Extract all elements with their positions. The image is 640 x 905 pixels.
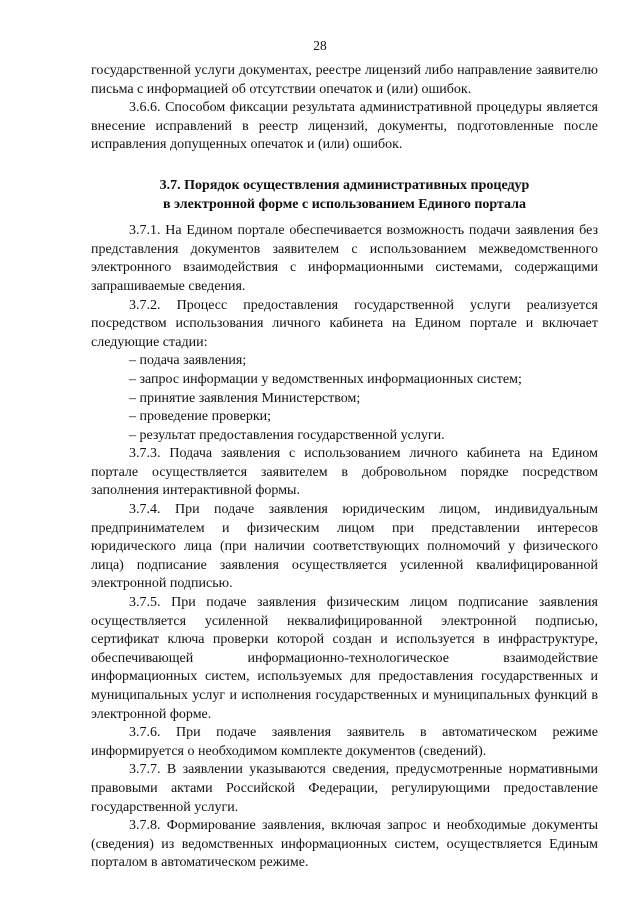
paragraph-3-7-6: 3.7.6. При подаче заявления заявитель в автоматическом режиме информируется о необходимом комплекте документов (сведений). [91, 725, 598, 759]
list-item: – принятие заявления Министерством; [129, 390, 361, 406]
paragraph-3-7-8: 3.7.8. Формирование заявления, включая запрос и необходимые документы (сведения) из ведомственных информационных систем, осуществляется Единым порталом в автоматическом режиме. [91, 818, 598, 871]
paragraph-continuation: государственной услуги документах, реестре лицензий либо направление заявителю письма с информацией об отсутствии опечаток и (или) ошибок. [91, 63, 598, 97]
section-heading-line-2: в электронной форме с использованием Единого портала [162, 196, 527, 212]
paragraph-3-7-1: 3.7.1. На Едином портале обеспечивается возможность подачи заявления без представления документов заявителем с использованием межведомственного электронного взаимодействия с информационными системами, содержащими запрашиваемые сведения. [91, 223, 598, 294]
paragraph-3-7-7: 3.7.7. В заявлении указываются сведения, предусмотренные нормативными правовыми актами Российской Федерации, регулирующими предоставление государственной услуги. [91, 762, 598, 815]
list-item: – проведение проверки; [129, 409, 272, 425]
section-heading-line-1: 3.7. Порядок осуществления административных процедур [159, 177, 530, 193]
document-body [91, 62, 598, 873]
paragraph-3-6-6: 3.6.6. Способом фиксации результата административной процедуры является внесение исправлений в реестр лицензий, документы, подготовленные после исправления допущенных опечаток и (или) ошибок. [91, 100, 598, 153]
page-number: 28 [313, 38, 327, 53]
paragraph-3-7-3: 3.7.3. Подача заявления с использованием личного кабинета на Едином портале осуществляется заявителем в добровольном порядке посредством заполнения интерактивной формы. [91, 446, 598, 499]
paragraph-3-7-5: 3.7.5. При подаче заявления физическим лицом подписание заявления осуществляется усиленной неквалифицированной электронной подписью, сертификат ключа проверки которой создан и используется в инфраструктуре, обеспечивающей информационно-технологическое взаимодействие информационных систем, используемых для предоставления государственных и муниципальных услуг и исполнения государственных и муниципальных функций в электронной форме. [91, 595, 598, 722]
list-item: – подача заявления; [129, 353, 247, 369]
stages-list [91, 352, 598, 445]
paragraph-3-7-2: 3.7.2. Процесс предоставления государственной услуги реализуется посредством использования личного кабинета на Едином портале и включает следующие стадии: [91, 297, 598, 350]
section-heading-3-7 [91, 177, 598, 214]
list-item: – результат предоставления государственной услуги. [129, 427, 445, 443]
list-item: – запрос информации у ведомственных информационных систем; [129, 371, 522, 387]
paragraph-3-7-4: 3.7.4. При подаче заявления юридическим лицом, индивидуальным предпринимателем и физическим лицом при представлении интересов юридического лица (при наличии соответствующих полномочий у физического лица) подписание заявления осуществляется усиленной квалифицированной электронной подписью. [91, 502, 598, 592]
